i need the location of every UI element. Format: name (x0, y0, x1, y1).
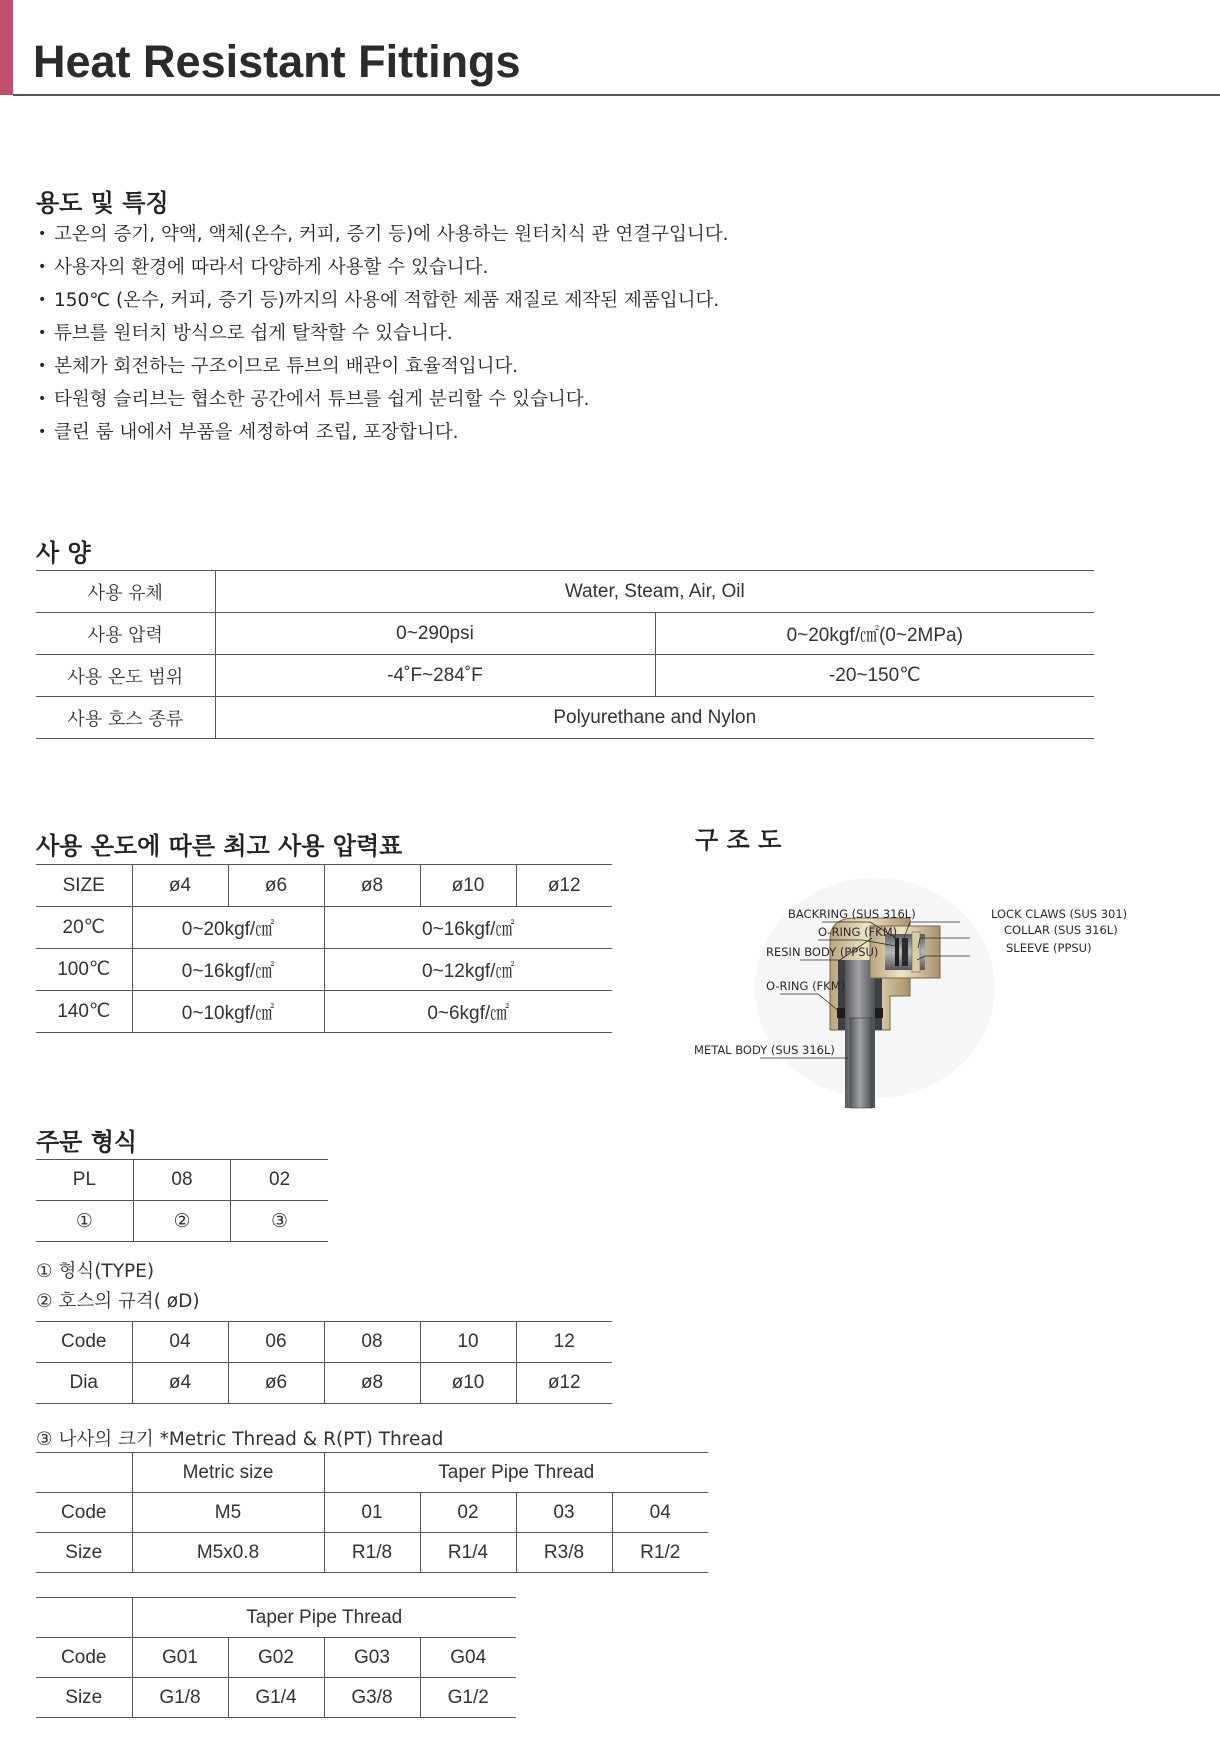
label-resin-body: RESIN BODY (PPSU) (766, 945, 879, 959)
pressure-title: 사용 온도에 따른 최고 사용 압력표 (36, 832, 403, 860)
structure-diagram (690, 868, 1140, 1128)
taper-header: Taper Pipe Thread (132, 1598, 516, 1638)
table-row (36, 655, 1094, 697)
dia-cell: ø6 (228, 1363, 324, 1404)
dia-cell: ø4 (132, 1363, 228, 1404)
spec-title: 사 양 (36, 539, 91, 567)
spec-value: 0~290psi (215, 613, 655, 655)
size-cell: M5x0.8 (132, 1533, 324, 1573)
hose-size-table (36, 1321, 612, 1404)
code-cell: M5 (132, 1493, 324, 1533)
temperature-cell: 20℃ (36, 907, 132, 949)
order-marker-cell: ① (36, 1201, 133, 1242)
pressure-cell: 0~12kgf/㎠ (324, 949, 612, 991)
row-header-cell: Code (36, 1638, 132, 1678)
order-format-table (36, 1159, 328, 1242)
page-title: Heat Resistant Fittings (33, 36, 521, 87)
taper-header: Taper Pipe Thread (324, 1453, 708, 1493)
table-row (36, 697, 1094, 739)
spec-value: Polyurethane and Nylon (215, 697, 1094, 739)
size-cell: G1/8 (132, 1678, 228, 1718)
note-type: ① 형식(TYPE) (36, 1261, 155, 1282)
empty-cell (36, 1453, 132, 1493)
temperature-cell: 100℃ (36, 949, 132, 991)
table-row (36, 1160, 328, 1201)
features-title: 용도 및 특징 (36, 189, 169, 217)
table-row (36, 571, 1094, 613)
features-list (38, 218, 729, 449)
size-cell: G1/2 (420, 1678, 516, 1718)
lock-claws (902, 938, 908, 966)
dia-cell: ø12 (516, 1363, 612, 1404)
order-marker-cell: ③ (231, 1201, 328, 1242)
spec-value: -20~150℃ (655, 655, 1094, 697)
feature-item: • 150℃ (온수, 커피, 증기 등)까지의 사용에 적합한 제품 재질로 제작된 제품입니다. (38, 284, 729, 317)
code-cell: G01 (132, 1638, 228, 1678)
size-cell: R1/2 (612, 1533, 708, 1573)
code-cell: G02 (228, 1638, 324, 1678)
size-cell: G3/8 (324, 1678, 420, 1718)
spec-value: -4˚F~284˚F (215, 655, 655, 697)
table-header-cell: ø12 (516, 865, 612, 907)
table-header-cell: ø4 (132, 865, 228, 907)
table-row (36, 865, 612, 907)
feature-item: • 사용자의 환경에 따라서 다양하게 사용할 수 있습니다. (38, 251, 729, 284)
row-header-cell: Size (36, 1678, 132, 1718)
table-row (36, 1363, 612, 1404)
row-header-cell: Dia (36, 1363, 132, 1404)
order-code-cell: PL (36, 1160, 133, 1201)
row-header-cell: Code (36, 1322, 132, 1363)
size-cell: R3/8 (516, 1533, 612, 1573)
empty-cell (36, 1598, 132, 1638)
spec-label: 사용 호스 종류 (36, 697, 215, 739)
spec-label: 사용 온도 범위 (36, 655, 215, 697)
code-cell: G04 (420, 1638, 516, 1678)
pressure-cell: 0~10kgf/㎠ (132, 991, 324, 1033)
code-cell: 02 (420, 1493, 516, 1533)
label-metal-body: METAL BODY (SUS 316L) (694, 1043, 835, 1057)
code-cell: 06 (228, 1322, 324, 1363)
code-cell: 04 (612, 1493, 708, 1533)
table-row (36, 1638, 516, 1678)
metric-header: Metric size (132, 1453, 324, 1493)
table-row (36, 1201, 328, 1242)
table-row (36, 991, 612, 1033)
code-cell: 04 (132, 1322, 228, 1363)
label-oring-top: O-RING (FKM) (818, 925, 898, 939)
spec-label: 사용 유체 (36, 571, 215, 613)
o-ring (895, 938, 899, 966)
size-cell: G1/4 (228, 1678, 324, 1718)
pressure-cell: 0~16kgf/㎠ (324, 907, 612, 949)
table-row (36, 907, 612, 949)
table-row (36, 949, 612, 991)
spec-value: Water, Steam, Air, Oil (215, 571, 1094, 613)
table-row (36, 613, 1094, 655)
label-collar: COLLAR (SUS 316L) (1004, 923, 1118, 937)
thread-size-table (36, 1452, 708, 1573)
label-lock-claws: LOCK CLAWS (SUS 301) (991, 907, 1128, 921)
order-marker-cell: ② (133, 1201, 230, 1242)
dia-cell: ø8 (324, 1363, 420, 1404)
code-cell: 10 (420, 1322, 516, 1363)
table-row (36, 1678, 516, 1718)
feature-item: • 타원형 슬리브는 협소한 공간에서 튜브를 쉽게 분리할 수 있습니다. (38, 383, 729, 416)
pressure-cell: 0~6kgf/㎠ (324, 991, 612, 1033)
feature-item: • 본체가 회전하는 구조이므로 튜브의 배관이 효율적입니다. (38, 350, 729, 383)
g-thread-table (36, 1597, 516, 1718)
label-backring: BACKRING (SUS 316L) (788, 907, 916, 921)
dia-cell: ø10 (420, 1363, 516, 1404)
code-cell: 01 (324, 1493, 420, 1533)
size-cell: R1/8 (324, 1533, 420, 1573)
sleeve (912, 932, 920, 972)
table-row (36, 1322, 612, 1363)
pressure-cell: 0~20kgf/㎠ (132, 907, 324, 949)
table-row (36, 1453, 708, 1493)
table-row (36, 1493, 708, 1533)
code-cell: G03 (324, 1638, 420, 1678)
table-header-cell: SIZE (36, 865, 132, 907)
feature-item: • 고온의 증기, 약액, 액체(온수, 커피, 증기 등)에 사용하는 원터치식 관 연결구입니다. (38, 218, 729, 251)
feature-item: • 클린 룸 내에서 부품을 세정하여 조립, 포장합니다. (38, 416, 729, 449)
code-cell: 12 (516, 1322, 612, 1363)
feature-item: • 튜브를 원터치 방식으로 쉽게 탈착할 수 있습니다. (38, 317, 729, 350)
accent-bar (0, 0, 13, 95)
table-row (36, 1533, 708, 1573)
label-sleeve: SLEEVE (PPSU) (1006, 941, 1092, 955)
pressure-table (36, 864, 612, 1033)
code-cell: 08 (324, 1322, 420, 1363)
note-thread: ③ 나사의 크기 *Metric Thread & R(PT) Thread (36, 1429, 444, 1450)
table-header-cell: ø8 (324, 865, 420, 907)
spec-table (36, 570, 1094, 739)
row-header-cell: Code (36, 1493, 132, 1533)
order-code-cell: 02 (231, 1160, 328, 1201)
code-cell: 03 (516, 1493, 612, 1533)
pressure-cell: 0~16kgf/㎠ (132, 949, 324, 991)
title-divider (13, 94, 1220, 96)
spec-label: 사용 압력 (36, 613, 215, 655)
note-hose: ② 호스의 규격( øD) (36, 1291, 200, 1312)
structure-title: 구 조 도 (695, 826, 782, 854)
row-header-cell: Size (36, 1533, 132, 1573)
order-title: 주문 형식 (36, 1128, 138, 1156)
label-oring-mid: O-RING (FKM) (766, 979, 846, 993)
temperature-cell: 140℃ (36, 991, 132, 1033)
spec-value: 0~20kgf/㎠(0~2MPa) (655, 613, 1094, 655)
table-header-cell: ø10 (420, 865, 516, 907)
size-cell: R1/4 (420, 1533, 516, 1573)
table-header-cell: ø6 (228, 865, 324, 907)
table-row (36, 1598, 516, 1638)
order-code-cell: 08 (133, 1160, 230, 1201)
